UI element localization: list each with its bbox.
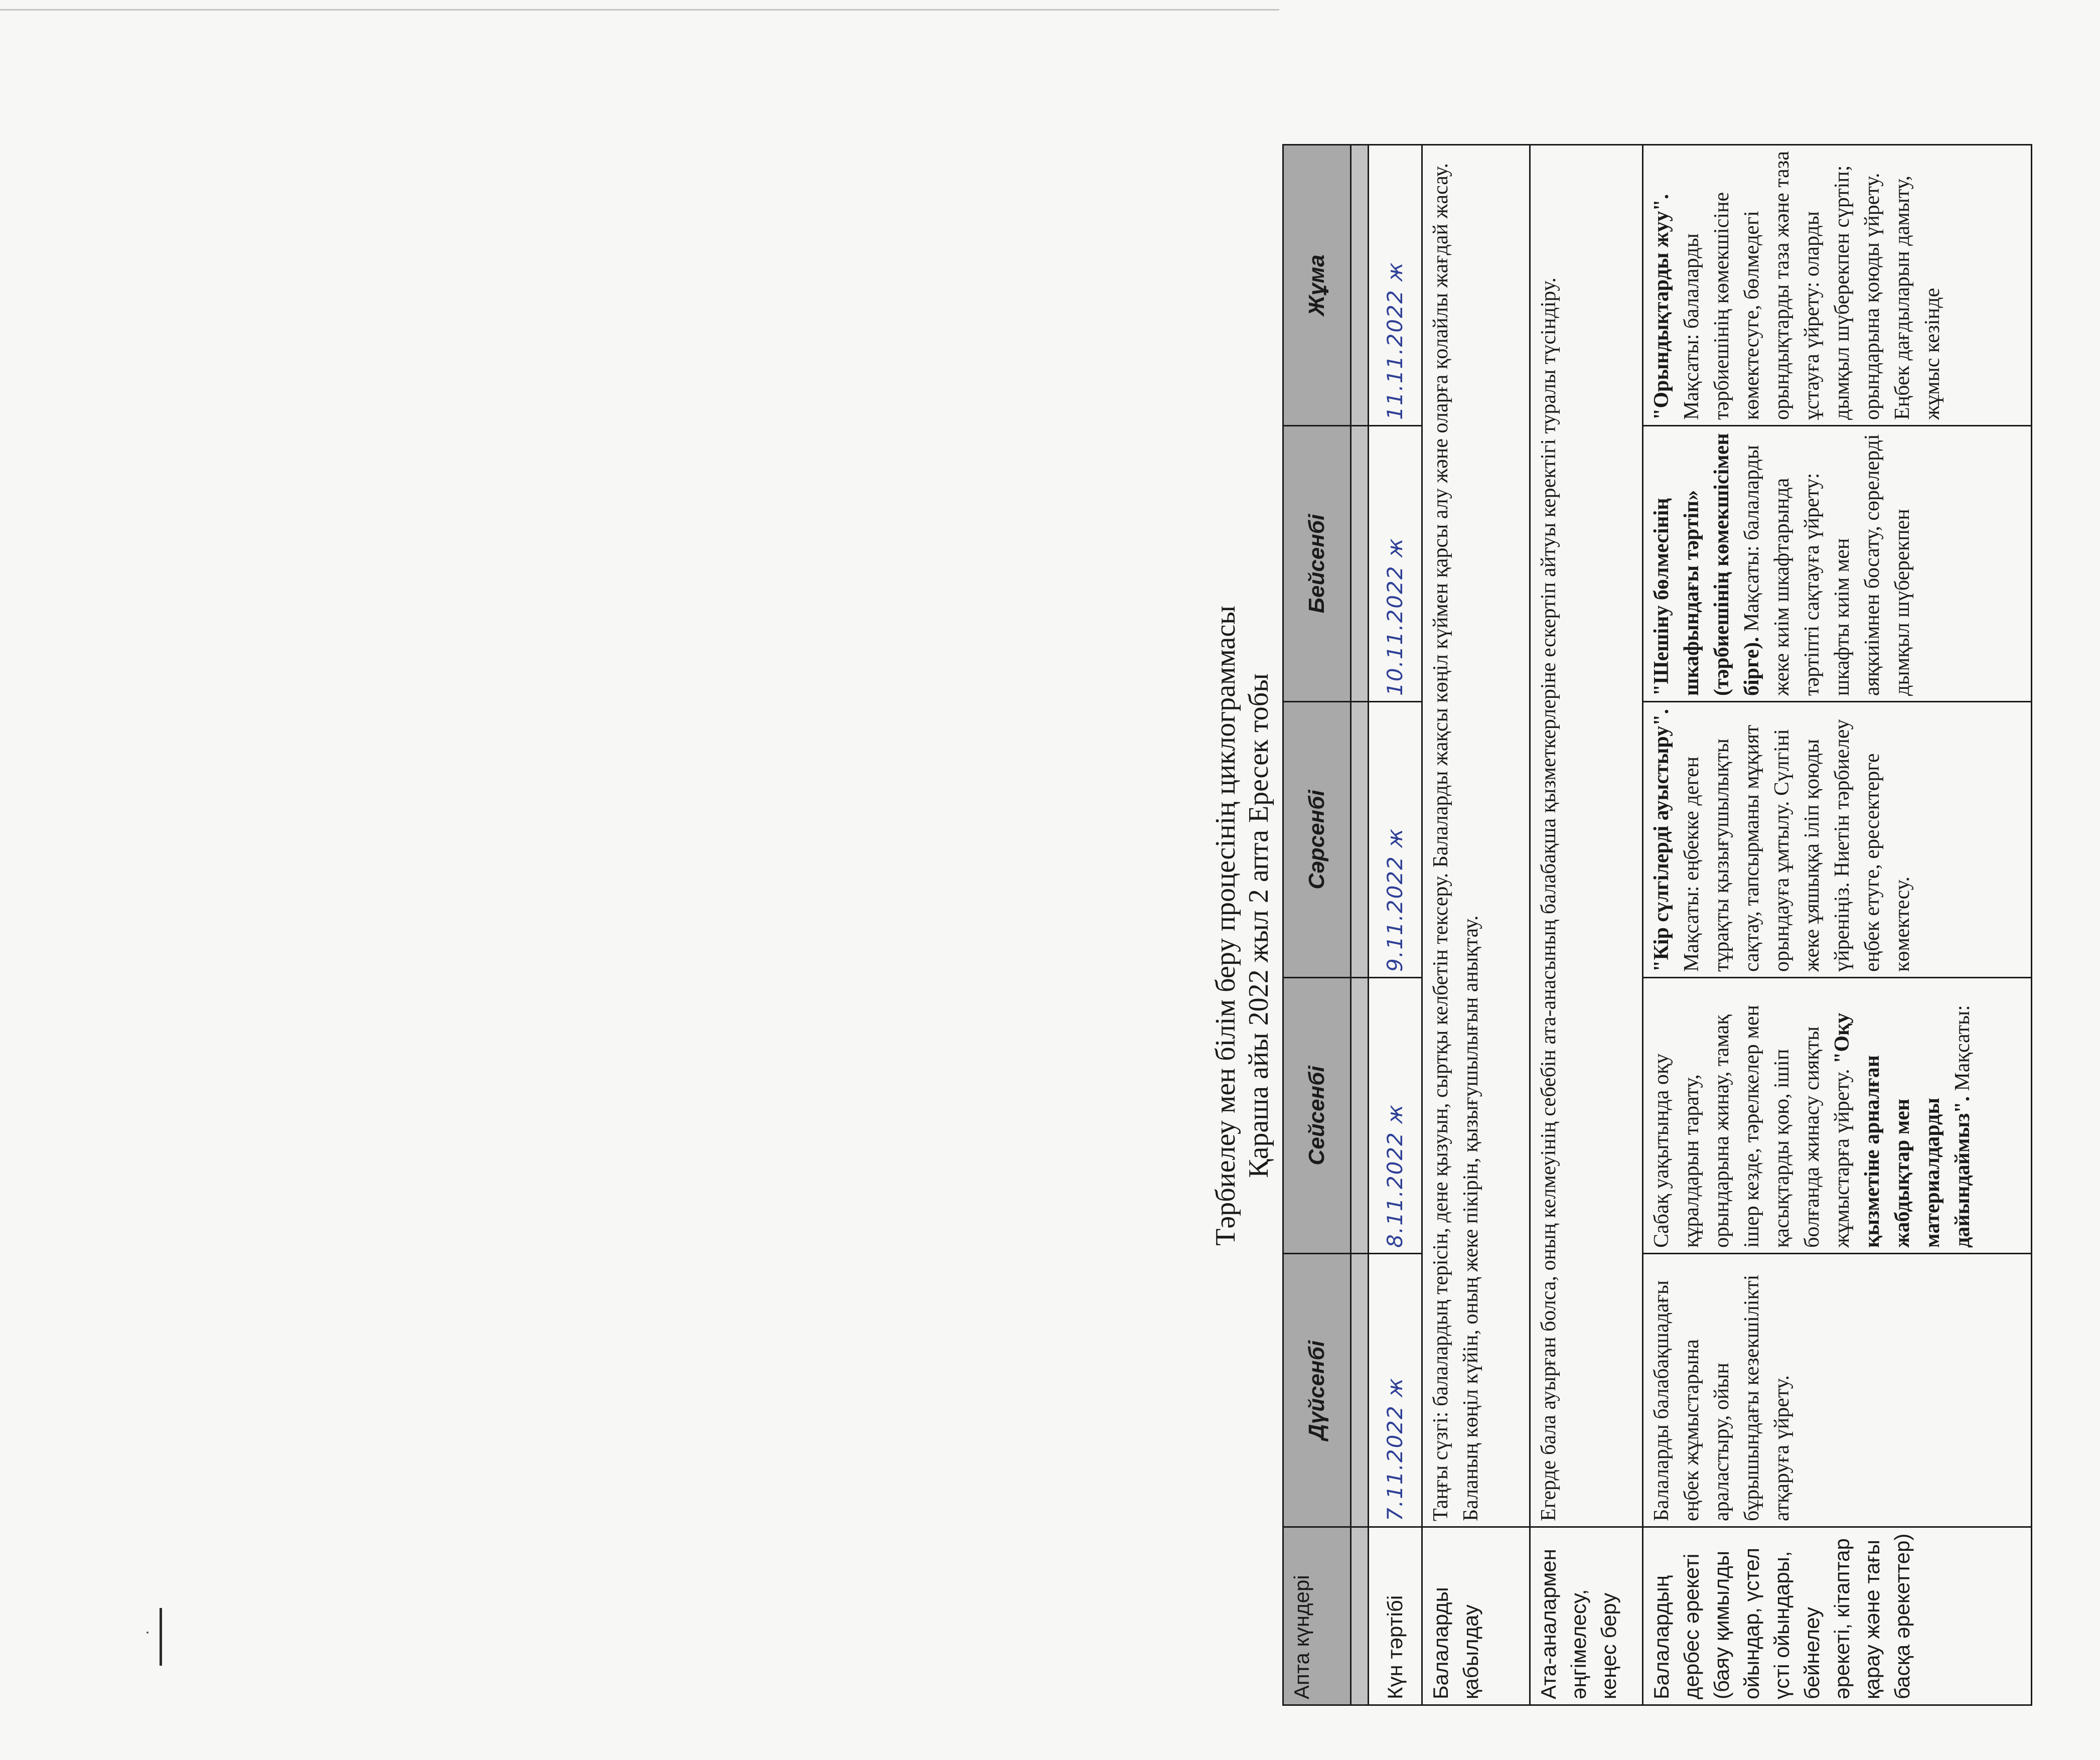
weekday-header-row (1283, 145, 1351, 1705)
activity-monday (1643, 1254, 2032, 1527)
date-monday: 7.11.2022 ж (1369, 1254, 1422, 1527)
gray-cell (1351, 426, 1369, 702)
activity-row (1643, 145, 2032, 1705)
activity-tuesday-goal: Мақсаты: (1951, 1005, 1974, 1091)
activity-tuesday (1643, 978, 2032, 1254)
margin-dot (146, 1632, 148, 1634)
activity-friday-title: "Орындықтарды жуу". (1650, 194, 1673, 420)
schedule-label: Күн тәртібі (1369, 1527, 1422, 1705)
document-title: Тәрбиелеу мен білім беру процесінің циклограммасы (1210, 606, 1241, 1246)
activity-wednesday (1643, 702, 2032, 978)
scan-edge-line (0, 9, 1279, 11)
activity-wednesday-title: "Кір сүлгілерді ауыстыру". (1650, 708, 1673, 972)
activity-friday (1643, 145, 2032, 426)
week-days-label: Апта күндері (1283, 1527, 1351, 1705)
gray-cell (1351, 1527, 1369, 1705)
reception-text: Таңғы сүзгі: балалардың терісін, дене қызуын, сыртқы келбетін тексеру. Балаларды жақсы көңіл күймен қарсы алу және оларға қолайлы жағдай жасау. Баланың көңіл күйін, оның жеке пікірін, қызығушылығын анықтау. (1422, 145, 1530, 1527)
parents-row (1530, 145, 1643, 1705)
document-heading (1202, 145, 1282, 1706)
activity-wednesday-text: Мақсаты: еңбекке деген тұрақты қызығушылықты сақтау, тапсырманы мұқият орындауға ұмтылу. Сүлгіні жеке ұяшыққа іліп қоюды үйреніңіз. Ниетін тәрбиелеу еңбек етуге, ересектерге көмектесу. (1680, 719, 1914, 972)
date-thursday: 10.11.2022 ж (1369, 426, 1422, 702)
date-tuesday: 8.11.2022 ж (1369, 978, 1422, 1254)
reception-row (1422, 145, 1530, 1705)
cyclogram-table (1282, 144, 2032, 1706)
day-friday: Жұма (1283, 145, 1351, 426)
activity-thursday-text: Мақсаты: балаларды жеке киім шкафтарында тәртіпті сақтауға үйрету: шкафты киім мен аяқкиімнен босату, сөрелерді дымқыл шүберекпен (1740, 434, 1914, 696)
activity-tuesday-intro: Сабақ уақытында оқу құралдарын тарату, орындарына жинау, тамақ ішер кезде, тәрелкелер мен қасықтарды қою, ішіп болғанда жинасу сияқты жұмыстарға үйрету. (1650, 1005, 1854, 1248)
activity-friday-text: Мақсаты: балаларды тәрбиешінің көмекшісіне көмектесуге, бөлмедегі орындықтарды таза және таза ұстауға үйрету: оларды дымқыл шүберекпен сүртіп; орындарына қоюды үйрету. Еңбек дағдыларын дамыту, жұмыс кезінде (1680, 151, 1944, 420)
parents-text: Егерде бала ауырған болса, оның келмеуінің себебін ата-анасының балабақша қызметкерлеріне ескертіп айтуы керектігі туралы түсіндіру. (1530, 145, 1643, 1527)
activity-thursday-title: "Шешіну бөлмесінің шкафындағы тәртіп» (тәрбиешінің көмекшісімен бірге). (1650, 433, 1763, 696)
reception-label: Балаларды қабылдау (1422, 1527, 1530, 1705)
document-subtitle: Қараша айы 2022 жыл 2 апта Ересек тобы (1243, 673, 1274, 1178)
day-tuesday: Сейсенбі (1283, 978, 1351, 1254)
rotated-document (1202, 145, 2100, 1706)
day-wednesday: Сәрсенбі (1283, 702, 1351, 978)
activity-label: Балалардың дербес әрекеті (баяу қимылды ойындар, үстел үсті ойындары, бейнелеу әрекеті, кітаптар қарау және тағы басқа әрекеттер) (1643, 1527, 2032, 1705)
gray-spacer-row (1351, 145, 1369, 1705)
date-wednesday: 9.11.2022 ж (1369, 702, 1422, 978)
activity-thursday (1643, 426, 2032, 702)
gray-cell (1351, 702, 1369, 978)
activity-tuesday-title: "Оқу қызметіне арналған жабдықтар мен материалдарды дайындаймыз". (1831, 1012, 1974, 1248)
gray-cell (1351, 978, 1369, 1254)
parents-label: Ата-аналармен әңгімелесу, кеңес беру (1530, 1527, 1643, 1705)
day-monday: Дүйсенбі (1283, 1254, 1351, 1527)
activity-monday-text: Балаларды балабақшадағы еңбек жұмыстарына араластыру, ойын бұрышындағы кезекшілікті атқаруға үйрету. (1650, 1274, 1793, 1521)
schedule-date-row (1369, 145, 1422, 1705)
margin-pen-mark (160, 1608, 162, 1666)
day-thursday: Бейсенбі (1283, 426, 1351, 702)
gray-cell (1351, 1254, 1369, 1527)
date-friday: 11.11.2022 ж (1369, 145, 1422, 426)
gray-cell (1351, 145, 1369, 426)
